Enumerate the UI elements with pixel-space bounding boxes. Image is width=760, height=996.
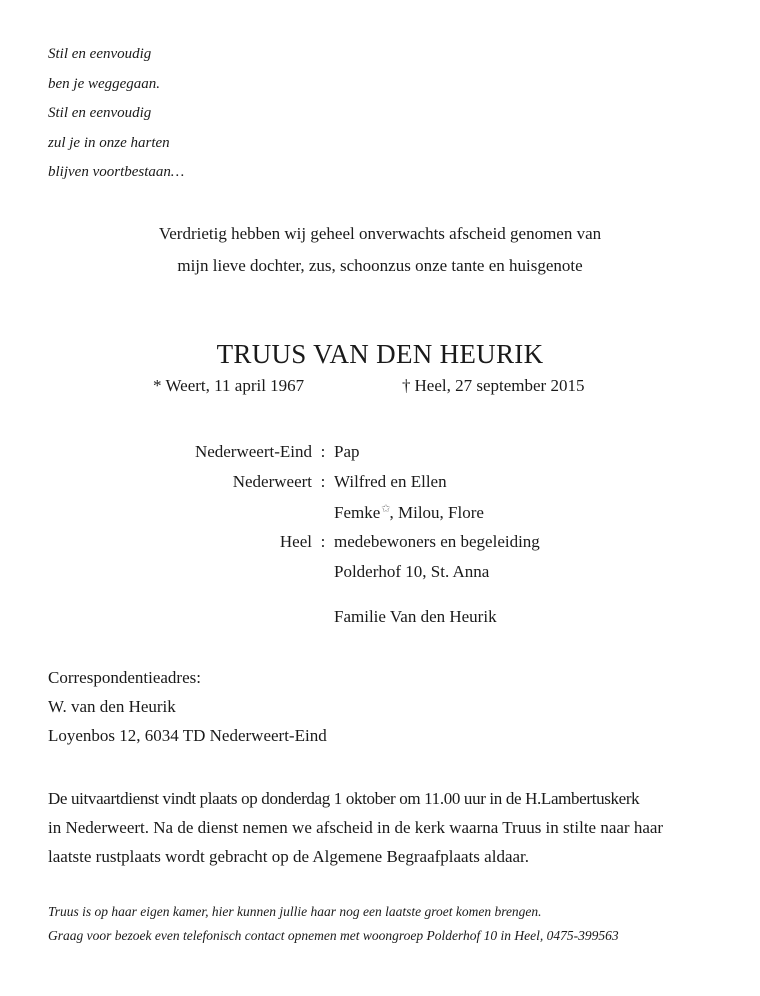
visit-note <box>48 900 619 948</box>
service-line: De uitvaartdienst vindt plaats op donderdag 1 oktober om 11.00 uur in de H.Lambertuskerk <box>48 789 640 808</box>
correspondence-address <box>48 663 327 750</box>
family-name: Familie Van den Heurik <box>334 607 497 626</box>
family-row <box>150 527 540 557</box>
family-row <box>150 437 540 467</box>
family-place: Nederweert <box>232 472 312 491</box>
family-colon: : <box>320 532 326 551</box>
death-cross-icon: † <box>402 376 411 395</box>
birth-star-icon: * <box>153 376 162 395</box>
service-line: laatste rustplaats wordt gebracht op de Algemene Begraafplaats aldaar. <box>48 847 530 866</box>
family-members-rest: , Milou, Flore <box>389 502 484 522</box>
family-members: Wilfred en Ellen <box>334 472 447 491</box>
family-address: Polderhof 10, St. Anna <box>334 562 490 581</box>
note-line: Graag voor bezoek even telefonisch contact opnemen met woongroep Polderhof 10 in Heel, 0475-399563 <box>48 928 619 943</box>
family-members: Pap <box>334 442 360 461</box>
family-list <box>150 437 540 632</box>
poem-line: blijven voortbestaan… <box>48 164 185 180</box>
family-row <box>150 602 540 632</box>
family-colon: : <box>320 472 326 491</box>
intro-line: Verdrietig hebben wij geheel onverwachts afscheid genomen van <box>158 224 602 243</box>
birth-date: Weert, 11 april 1967 <box>165 376 305 395</box>
family-row <box>150 467 540 497</box>
family-row <box>150 557 540 587</box>
birth-info <box>153 374 304 398</box>
service-line: in Nederweert. Na de dienst nemen we afscheid in de kerk waarna Truus in stilte naar haar <box>48 818 664 837</box>
service-info <box>48 784 748 871</box>
family-colon: : <box>320 442 326 461</box>
intro-text <box>0 218 760 282</box>
family-place: Nederweert-Eind <box>194 442 312 461</box>
correspondence-name: W. van den Heurik <box>48 697 176 716</box>
family-members: medebewoners en begeleiding <box>334 532 540 551</box>
correspondence-street: Loyenbos 12, 6034 TD Nederweert-Eind <box>48 726 327 745</box>
correspondence-label: Correspondentieadres: <box>48 668 201 687</box>
intro-line: mijn lieve dochter, zus, schoonzus onze tante en huisgenote <box>177 256 583 275</box>
spacer <box>150 587 540 602</box>
family-members <box>334 502 484 523</box>
death-info <box>402 374 584 398</box>
star-icon: ✩ <box>381 502 391 515</box>
death-date: Heel, 27 september 2015 <box>414 376 585 395</box>
family-place: Heel <box>279 532 312 551</box>
family-member-femke: Femke <box>334 502 381 522</box>
poem-line: ben je weggegaan. <box>48 75 161 92</box>
poem-line: Stil en eenvoudig <box>48 46 152 62</box>
family-row <box>150 497 540 527</box>
note-line: Truus is op haar eigen kamer, hier kunnen jullie haar nog een laatste groet komen brengen. <box>48 904 542 919</box>
poem <box>48 40 184 188</box>
poem-line: Stil en eenvoudig <box>48 105 152 121</box>
poem-line: zul je in onze harten <box>48 134 170 151</box>
deceased-name: TRUUS VAN DEN HEURIK <box>216 339 544 369</box>
